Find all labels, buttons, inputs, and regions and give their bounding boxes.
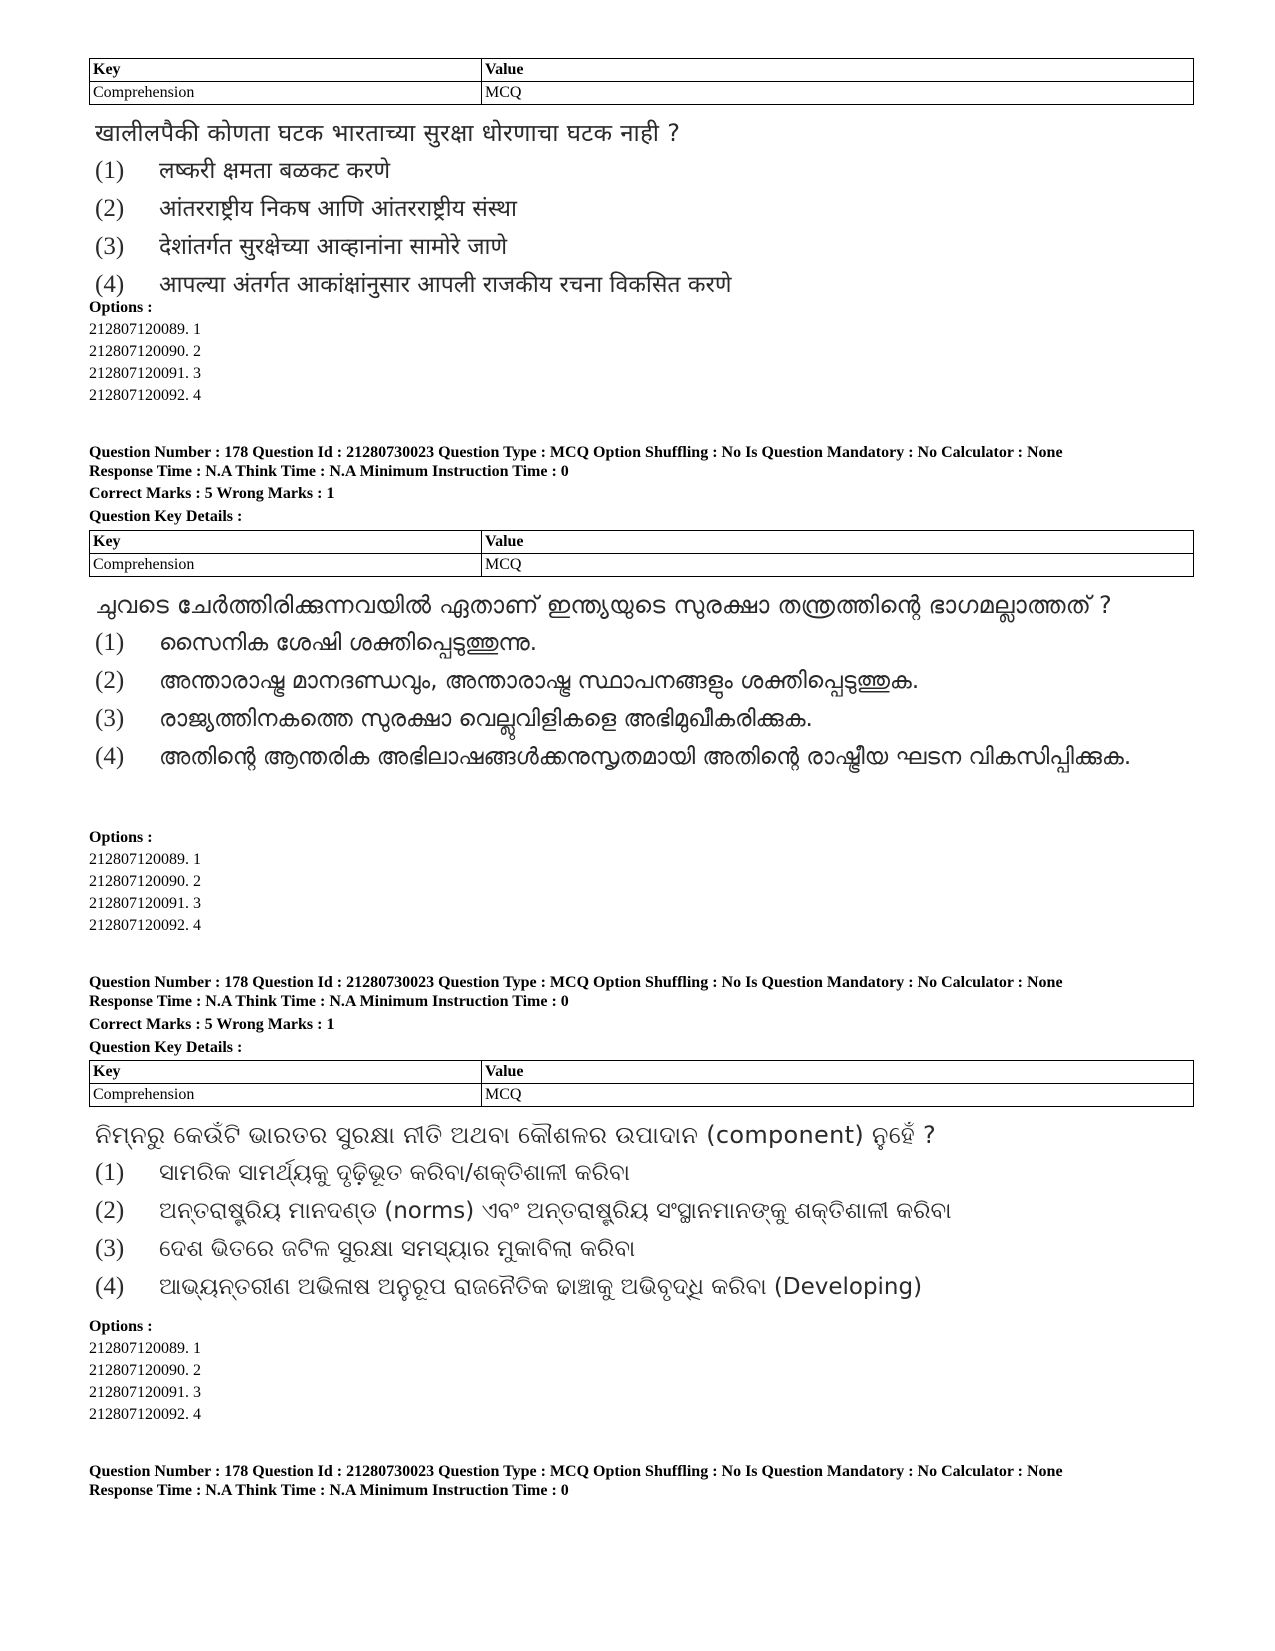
option-number: (2) (95, 667, 125, 694)
meta-line-1: Question Number : 178 Question Id : 21280730023 Question Type : MCQ Option Shuffling : No Is Question Mandatory : No Calculator : None (89, 444, 1063, 461)
option-id-row: 212807120092. 4 (89, 1406, 201, 1423)
option-id-row: 212807120092. 4 (89, 387, 201, 404)
value-cell: MCQ (482, 1084, 1194, 1107)
option-number: (1) (95, 157, 125, 184)
option-number: (4) (95, 743, 125, 770)
meta-line-2: Response Time : N.A Think Time : N.A Minimum Instruction Time : 0 (89, 463, 569, 480)
option-text: രാജ്യത്തിനകത്തെ സുരക്ഷാ വെല്ലുവിളികളെ അഭിമുഖീകരിക്കുക. (159, 706, 813, 732)
option-id-row: 212807120092. 4 (89, 917, 201, 934)
option-item (95, 628, 1205, 658)
key-cell: Comprehension (90, 82, 482, 105)
value-header: Value (482, 531, 1194, 554)
key-header: Key (90, 1061, 482, 1084)
value-header: Value (482, 59, 1194, 82)
question-odia (95, 1120, 1205, 1310)
option-text: आंतरराष्ट्रीय निकष आणि आंतरराष्ट्रीय संस्था (159, 196, 517, 222)
option-text: ଆଭ୍ୟନ୍ତରୀଣ ଅଭିଳାଷ ଅନୁରୂପ ରାଜନୈତିକ ଢାଞ୍ଚାକୁ ଅଭିବୃଦ୍ଧି କରିବା (Developing) (159, 1274, 923, 1300)
key-header: Key (90, 59, 482, 82)
option-item (95, 156, 1205, 186)
meta-line-1: Question Number : 178 Question Id : 21280730023 Question Type : MCQ Option Shuffling : No Is Question Mandatory : No Calculator : None (89, 1463, 1063, 1480)
option-text: ଅନ୍ତରାଷ୍ଟ୍ରିୟ ମାନଦଣ୍ଡ (norms) ଏବଂ ଅନ୍ତରାଷ୍ଟ୍ରିୟ ସଂସ୍ଥାନମାନଙ୍କୁ ଶକ୍ତିଶାଳୀ କରିବା (159, 1198, 952, 1224)
option-item (95, 1234, 1205, 1264)
option-text: ସାମରିକ ସାମର୍ଥ୍ୟକୁ ଦୃଢ଼ିଭୂତ କରିବା/ଶକ୍ତିଶାଳୀ କରିବା (159, 1160, 630, 1186)
question-meta-4 (89, 1462, 1219, 1500)
option-text: ଦେଶ ଭିତରେ ଜଟିଳ ସୁରକ୍ଷା ସମସ୍ୟାର ମୁକାବିଲା କରିବା (159, 1236, 636, 1262)
question-text: ନିମ୍ନରୁ କେଉଁଟି ଭାରତର ସୁରକ୍ଷା ନୀତି ଅଥବା କୌଶଳର ଉପାଦାନ (component) ନୁହେଁ ? (95, 1121, 937, 1149)
value-cell: MCQ (482, 82, 1194, 105)
marks-line: Correct Marks : 5 Wrong Marks : 1 (89, 485, 335, 502)
options-list-2 (89, 827, 201, 937)
option-text: आपल्या अंतर्गत आकांक्षांनुसार आपली राजकीय रचना विकसित करणे (159, 272, 732, 298)
option-id-row: 212807120090. 2 (89, 343, 201, 360)
question-key-table-3 (89, 1060, 1194, 1107)
options-label: Options : (89, 299, 153, 316)
meta-line-2: Response Time : N.A Think Time : N.A Minimum Instruction Time : 0 (89, 1482, 569, 1499)
option-item (95, 1272, 1205, 1302)
option-id-row: 212807120089. 1 (89, 851, 201, 868)
option-number: (3) (95, 705, 125, 732)
question-text: खालीलपैकी कोणता घटक भारताच्या सुरक्षा धोरणाचा घटक नाही ? (95, 119, 681, 147)
option-id-row: 212807120091. 3 (89, 1384, 201, 1401)
meta-line-2: Response Time : N.A Think Time : N.A Minimum Instruction Time : 0 (89, 993, 569, 1010)
option-text: സൈനിക ശേഷി ശക്തിപ്പെടുത്തുന്നു. (159, 630, 538, 656)
question-key-details-label: Question Key Details : (89, 508, 243, 525)
key-header: Key (90, 531, 482, 554)
question-marathi (95, 118, 1205, 308)
option-number: (4) (95, 271, 125, 298)
option-number: (2) (95, 195, 125, 222)
option-id-row: 212807120089. 1 (89, 1340, 201, 1357)
question-malayalam (95, 590, 1205, 780)
option-item (95, 232, 1205, 262)
question-meta-3 (89, 973, 1219, 1011)
table-header-row (90, 59, 1194, 82)
option-text: അതിന്റെ ആന്തരിക അഭിലാഷങ്ങൾക്കനുസൃതമായി അതിന്റെ രാഷ്ട്രീയ ഘടന വികസിപ്പിക്കുക. (159, 744, 1132, 770)
table-row (90, 1084, 1194, 1107)
option-item (95, 194, 1205, 224)
option-number: (3) (95, 1235, 125, 1262)
options-list-1 (89, 297, 201, 407)
options-label: Options : (89, 1318, 153, 1335)
option-number: (4) (95, 1273, 125, 1300)
option-id-row: 212807120091. 3 (89, 895, 201, 912)
option-number: (2) (95, 1197, 125, 1224)
table-row (90, 554, 1194, 577)
question-key-details-label: Question Key Details : (89, 1039, 243, 1056)
option-number: (1) (95, 1159, 125, 1186)
option-item (95, 1158, 1205, 1188)
option-number: (3) (95, 233, 125, 260)
key-cell: Comprehension (90, 554, 482, 577)
option-item (95, 704, 1205, 734)
option-id-row: 212807120090. 2 (89, 873, 201, 890)
option-number: (1) (95, 629, 125, 656)
option-text: देशांतर्गत सुरक्षेच्या आव्हानांना सामोरे जाणे (159, 234, 508, 260)
key-cell: Comprehension (90, 1084, 482, 1107)
value-header: Value (482, 1061, 1194, 1084)
option-text: അന്താരാഷ്ട്ര മാനദണ്ഡവും, അന്താരാഷ്ട്ര സ്ഥാപനങ്ങളും ശക്തിപ്പെടുത്തുക. (159, 668, 920, 694)
question-meta-2 (89, 443, 1219, 481)
options-label: Options : (89, 829, 153, 846)
options-list-3 (89, 1316, 201, 1426)
option-id-row: 212807120091. 3 (89, 365, 201, 382)
option-item (95, 742, 1205, 772)
table-header-row (90, 1061, 1194, 1084)
option-text: लष्करी क्षमता बळकट करणे (159, 158, 391, 184)
question-text: ചുവടെ ചേർത്തിരിക്കുന്നവയിൽ ഏതാണ് ഇന്ത്യയുടെ സുരക്ഷാ തന്ത്രത്തിന്റെ ഭാഗമല്ലാത്തത് ? (95, 591, 1113, 619)
question-key-table-1 (89, 58, 1194, 105)
option-id-row: 212807120090. 2 (89, 1362, 201, 1379)
value-cell: MCQ (482, 554, 1194, 577)
option-item (95, 270, 1205, 300)
question-key-table-2 (89, 530, 1194, 577)
option-item (95, 666, 1205, 696)
marks-line: Correct Marks : 5 Wrong Marks : 1 (89, 1016, 335, 1033)
option-id-row: 212807120089. 1 (89, 321, 201, 338)
meta-line-1: Question Number : 178 Question Id : 21280730023 Question Type : MCQ Option Shuffling : No Is Question Mandatory : No Calculator : None (89, 974, 1063, 991)
option-item (95, 1196, 1205, 1226)
table-row (90, 82, 1194, 105)
table-header-row (90, 531, 1194, 554)
